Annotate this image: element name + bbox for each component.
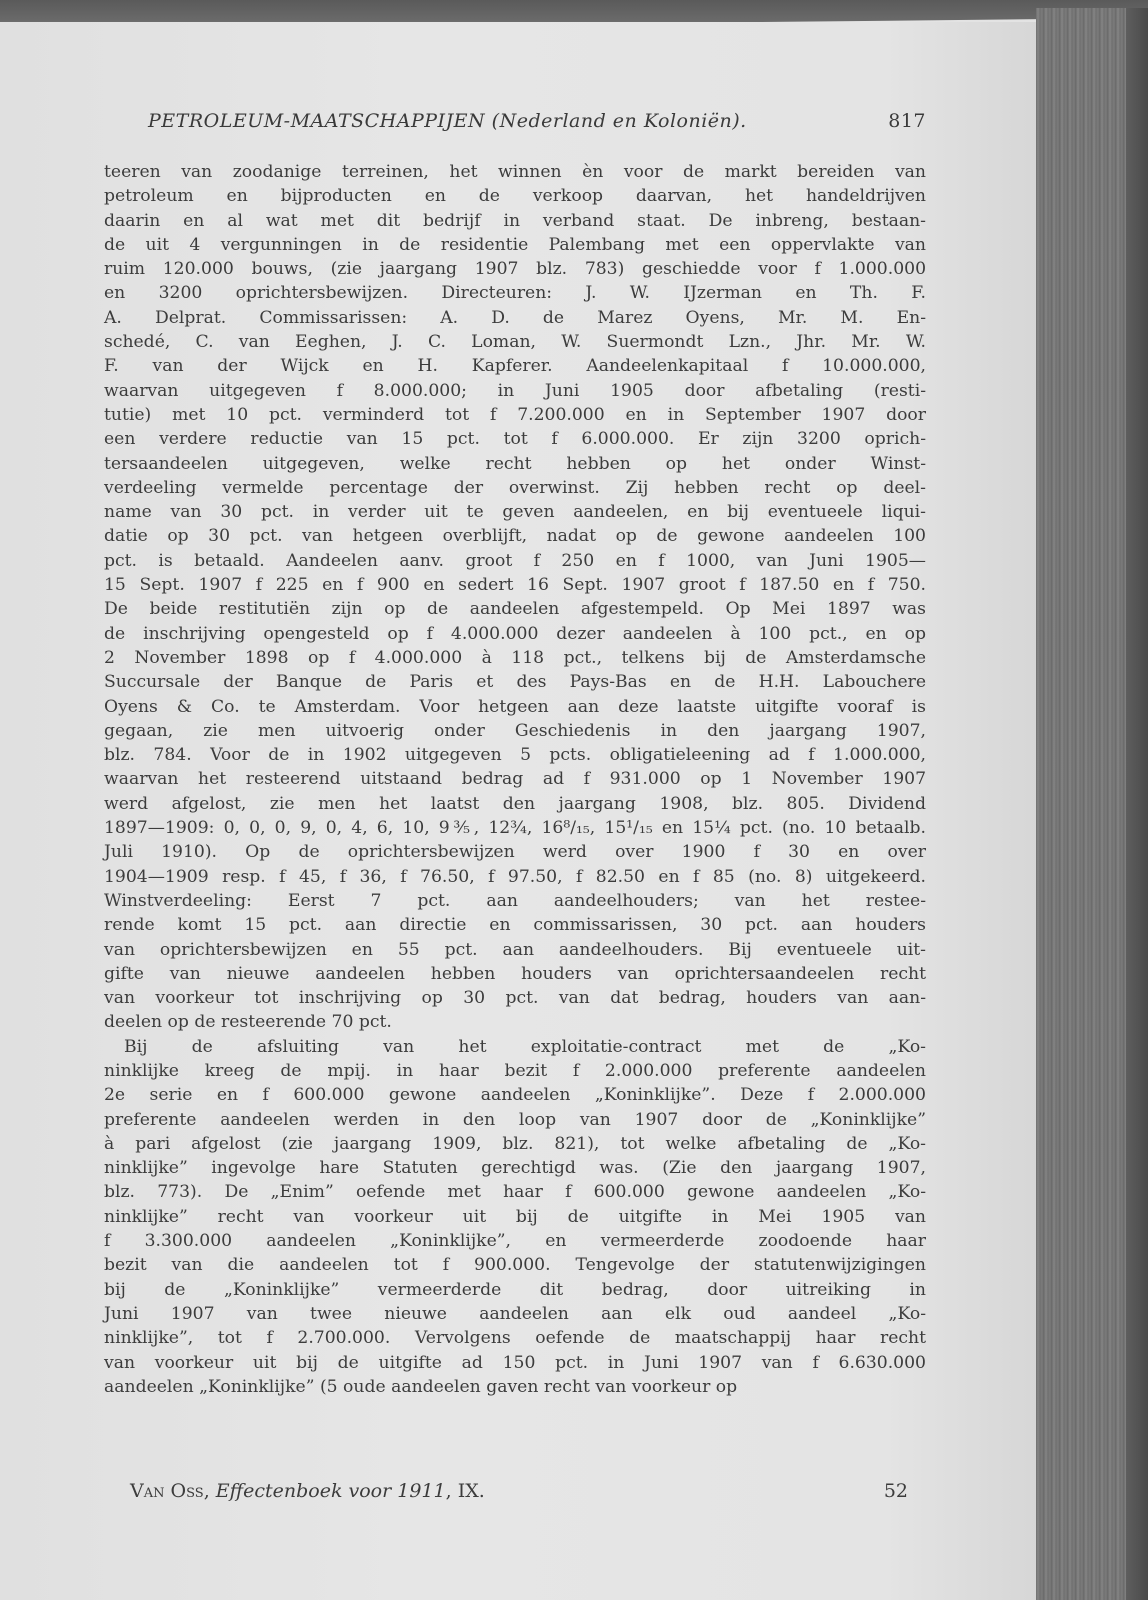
text-line: ruim 120.000 bouws, (zie jaargang 1907 blz. 783) geschiedde voor f 1.000.000: [104, 259, 926, 280]
text-line: waarvan het resteerend uitstaand bedrag ad f 931.000 op 1 November 1907: [104, 769, 926, 790]
text-line: 15 Sept. 1907 f 225 en f 900 en sedert 16 Sept. 1907 groot f 187.50 en f 750.: [104, 575, 926, 596]
text-line: 2 November 1898 op f 4.000.000 à 118 pct., telkens bij de Amsterdamsche: [104, 647, 926, 668]
footer-author: Van Oss: [130, 1480, 204, 1502]
text-line: F. van der Wijck en H. Kapferer. Aandeelenkapitaal f 10.000.000,: [104, 356, 926, 377]
footer-signature: 52: [883, 1480, 908, 1502]
text-line: Juli 1910). Op de oprichtersbewijzen werd over 1900 f 30 en over: [104, 842, 926, 863]
text-line: ninklijke” recht van voorkeur uit bij de uitgifte in Mei 1905 van: [104, 1206, 926, 1227]
text-line: bezit van die aandeelen tot f 900.000. Tengevolge der statutenwijzigingen: [104, 1255, 926, 1276]
text-line: een verdere reductie van 15 pct. tot f 6.000.000. Er zijn 3200 oprich-: [104, 429, 926, 450]
page-stack-edge: [1036, 8, 1148, 1600]
text-line: f 3.300.000 aandeelen „Koninklijke”, en vermeerderde zoodoende haar: [104, 1231, 926, 1252]
text-line: gifte van nieuwe aandeelen hebben houders van oprichtersaandeelen recht: [104, 963, 926, 984]
text-line: van oprichtersbewijzen en 55 pct. aan aandeelhouders. Bij eventueele uit-: [104, 939, 926, 960]
text-line: deelen op de resteerende 70 pct.: [104, 1012, 392, 1033]
text-line: tersaandeelen uitgegeven, welke recht hebben op het onder Winst-: [104, 453, 926, 474]
text-line: aandeelen „Koninklijke” (5 oude aandeelen gaven recht van voorkeur op: [104, 1376, 738, 1397]
text-line: blz. 773). De „Enim” oefende met haar f 600.000 gewone aandeelen „Ko-: [104, 1182, 926, 1203]
text-line: A. Delprat. Commissarissen: A. D. de Marez Oyens, Mr. M. En-: [104, 307, 926, 328]
text-line: Winstverdeeling: Eerst 7 pct. aan aandeelhouders; van het restee-: [104, 890, 926, 911]
page-footer: [130, 1480, 926, 1502]
text-line: name van 30 pct. in verder uit te geven aandeelen, en bij eventueele liqui-: [104, 502, 926, 523]
text-line: en 3200 oprichtersbewijzen. Directeuren: J. W. IJzerman en Th. F.: [104, 283, 926, 304]
page-number: 817: [888, 110, 926, 132]
text-line: van voorkeur uit bij de uitgifte ad 150 pct. in Juni 1907 van f 6.630.000: [104, 1352, 926, 1373]
text-line: pct. is betaald. Aandeelen aanv. groot f 250 en f 1000, van Juni 1905—: [104, 550, 926, 571]
text-line: 1904—1909 resp. f 45, f 36, f 76.50, f 97.50, f 82.50 en f 85 (no. 8) uitgekeerd.: [104, 866, 926, 887]
text-line: preferente aandeelen werden in den loop van 1907 door de „Koninklijke”: [104, 1109, 926, 1130]
text-line: ninklijke kreeg de mpij. in haar bezit f 2.000.000 preferente aandeelen: [104, 1060, 926, 1081]
text-line: blz. 784. Voor de in 1902 uitgegeven 5 pcts. obligatieleening ad f 1.000.000,: [104, 745, 926, 766]
text-line: gegaan, zie men uitvoerig onder Geschiedenis in den jaargang 1907,: [104, 720, 926, 741]
footer-volume: , IX.: [445, 1480, 485, 1502]
text-line: van voorkeur tot inschrijving op 30 pct. van dat bedrag, houders van aan-: [104, 988, 926, 1009]
text-line: ninklijke”, tot f 2.700.000. Vervolgens oefende de maatschappij haar recht: [104, 1328, 926, 1349]
text-line: waarvan uitgegeven f 8.000.000; in Juni 1905 door afbetaling (resti-: [104, 380, 926, 401]
running-head: [148, 110, 926, 132]
text-line: daarin en al wat met dit bedrijf in verband staat. De inbreng, bestaan-: [104, 210, 926, 231]
footer-book-title: Effectenboek voor 1911: [215, 1480, 446, 1502]
text-line: tutie) met 10 pct. verminderd tot f 7.200.000 en in September 1907 door: [104, 404, 926, 425]
text-line: bij de „Koninklijke” vermeerderde dit bedrag, door uitreiking in: [104, 1279, 926, 1300]
text-line: De beide restitutiën zijn op de aandeelen afgestempeld. Op Mei 1897 was: [104, 599, 926, 620]
text-line: 2e serie en f 600.000 gewone aandeelen „Koninklijke”. Deze f 2.000.000: [104, 1085, 926, 1106]
text-line: de inschrijving opengesteld op f 4.000.000 dezer aandeelen à 100 pct., en op: [104, 623, 926, 644]
text-line: teeren van zoodanige terreinen, het winnen èn voor de markt bereiden van: [104, 162, 926, 182]
body-text: [104, 160, 926, 1399]
footer-separator: ,: [203, 1480, 216, 1502]
text-line: Bij de afsluiting van het exploitatie-contract met de „Ko-: [124, 1036, 926, 1057]
text-line: werd afgelost, zie men het laatst den jaargang 1908, blz. 805. Dividend: [104, 793, 926, 814]
text-line: Oyens & Co. te Amsterdam. Voor hetgeen aan deze laatste uitgifte vooraf is: [104, 696, 926, 717]
text-line: Succursale der Banque de Paris et des Pays-Bas en de H.H. Labouchere: [104, 672, 926, 693]
text-line: schedé, C. van Eeghen, J. C. Loman, W. Suermondt Lzn., Jhr. Mr. W.: [104, 332, 926, 353]
running-head-title: PETROLEUM-MAATSCHAPPIJEN (Nederland en Koloniën).: [148, 110, 747, 132]
text-line: à pari afgelost (zie jaargang 1909, blz. 821), tot welke afbetaling de „Ko-: [104, 1133, 926, 1154]
text-line: Juni 1907 van twee nieuwe aandeelen aan elk oud aandeel „Ko-: [104, 1303, 926, 1324]
text-line: 1897—1909: 0, 0, 0, 9, 0, 4, 6, 10, 9⅗, 12¾, 16⁸/₁₅, 15¹/₁₅ en 15¼ pct. (no. 10 betaalb.: [104, 818, 926, 839]
text-line: rende komt 15 pct. aan directie en commissarissen, 30 pct. aan houders: [104, 915, 926, 936]
text-line: ninklijke” ingevolge hare Statuten gerechtigd was. (Zie den jaargang 1907,: [104, 1158, 926, 1179]
text-line: petroleum en bijproducten en de verkoop daarvan, het handeldrijven: [104, 186, 926, 207]
text-line: verdeeling vermelde percentage der overwinst. Zij hebben recht op deel-: [104, 477, 926, 498]
text-line: datie op 30 pct. van hetgeen overblijft, nadat op de gewone aandeelen 100: [104, 526, 926, 547]
text-line: de uit 4 vergunningen in de residentie Palembang met een oppervlakte van: [104, 234, 926, 255]
